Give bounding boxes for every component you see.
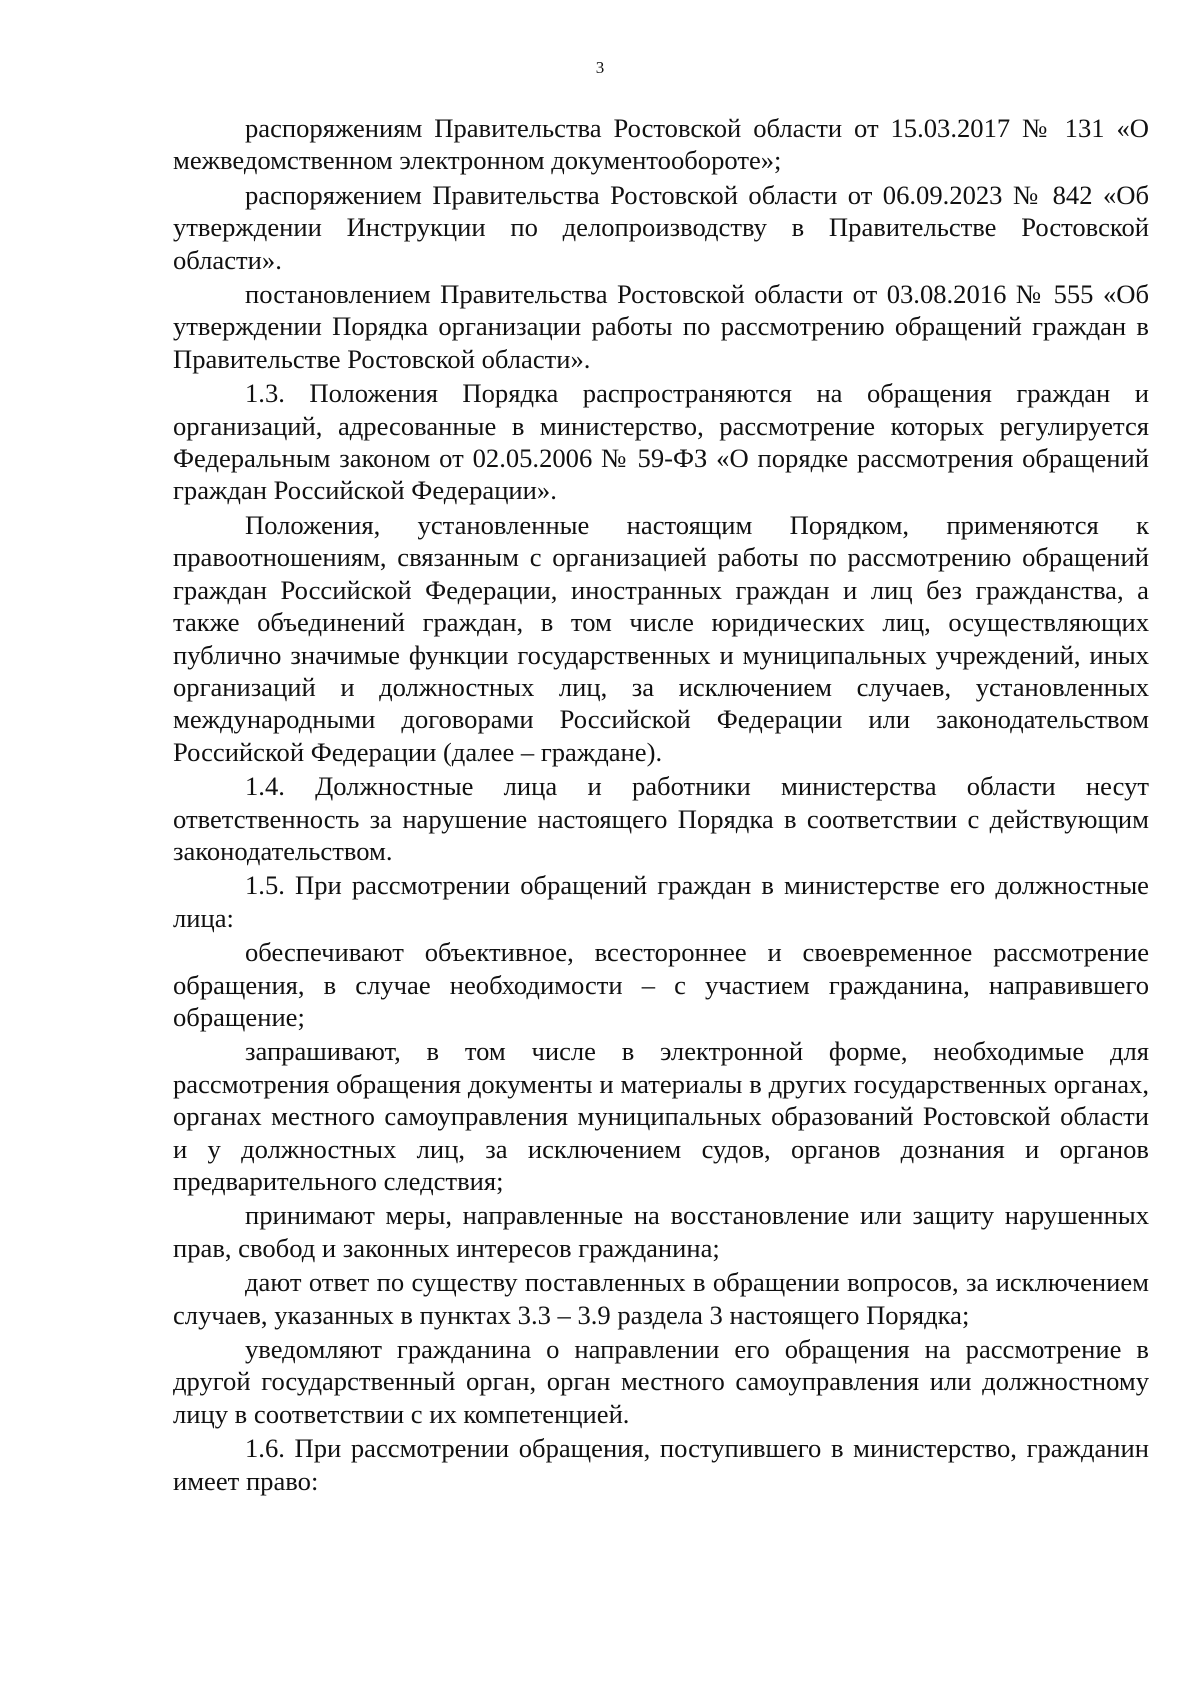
paragraph-provisions: Положения, установленные настоящим Порядком, применяются к правоотношениям, связанным с организацией работы по рассмотрению обращений граждан Российской Федерации, иностранных граждан и лиц без гражданства, а также объединений граждан, в том числе юридических лиц, осуществляющих публично значимые функции государственных и муниципальных учреждений, иных организаций и должностных лиц, за исключением случаев, установленных международными договорами Российской Федерации или законодательством Российской Федерации (далее – граждане).: [173, 509, 1149, 767]
paragraph-1-4: 1.4. Должностные лица и работники министерства области несут ответственность за нарушение настоящего Порядка в соответствии с действующим законодательством.: [173, 771, 1149, 866]
paragraph-request: запрашивают, в том числе в электронной форме, необходимые для рассмотрения обращения документы и материалы в других государственных органах, органах местного самоуправления муниципальных образований Ростовской области и у должностных лиц, за исключением судов, органов дознания и органов предварительного следствия;: [173, 1036, 1149, 1196]
paragraph-notify: уведомляют гражданина о направлении его обращения на рассмотрение в другой государственный орган, орган местного самоуправления или должностному лицу в соответствии с их компетенцией.: [173, 1334, 1149, 1429]
paragraph-1-5: 1.5. При рассмотрении обращений граждан в министерстве его должностные лица:: [173, 870, 1149, 933]
paragraph-answer: дают ответ по существу поставленных в обращении вопросов, за исключением случаев, указанных в пунктах 3.3 – 3.9 раздела 3 настоящего Порядка;: [173, 1267, 1149, 1330]
paragraph-measures: принимают меры, направленные на восстановление или защиту нарушенных прав, свобод и законных интересов гражданина;: [173, 1200, 1149, 1263]
paragraph-1-3: 1.3. Положения Порядка распространяются на обращения граждан и организаций, адресованные в министерство, рассмотрение которых регулируется Федеральным законом от 02.05.2006 № 59-ФЗ «О порядке рассмотрения обращений граждан Российской Федерации».: [173, 378, 1149, 506]
paragraph-resolution-555: постановлением Правительства Ростовской области от 03.08.2016 № 555 «Об утверждении Порядка организации работы по рассмотрению обращений граждан в Правительстве Ростовской области».: [173, 279, 1149, 374]
paragraph-order-842: распоряжением Правительства Ростовской области от 06.09.2023 № 842 «Об утверждении Инструкции по делопроизводству в Правительстве Ростовской области».: [173, 179, 1149, 275]
document-body: [173, 112, 1149, 1497]
paragraph-1-6: 1.6. При рассмотрении обращения, поступившего в министерство, гражданин имеет право:: [173, 1433, 1149, 1496]
paragraph-order-131: распоряжениям Правительства Ростовской области от 15.03.2017 № 131 «О межведомственном электронном документообороте»;: [173, 113, 1149, 176]
paragraph-ensure: обеспечивают объективное, всестороннее и своевременное рассмотрение обращения, в случае необходимости – с участием гражданина, направившего обращение;: [173, 937, 1149, 1032]
page-number: 3: [595, 58, 605, 77]
